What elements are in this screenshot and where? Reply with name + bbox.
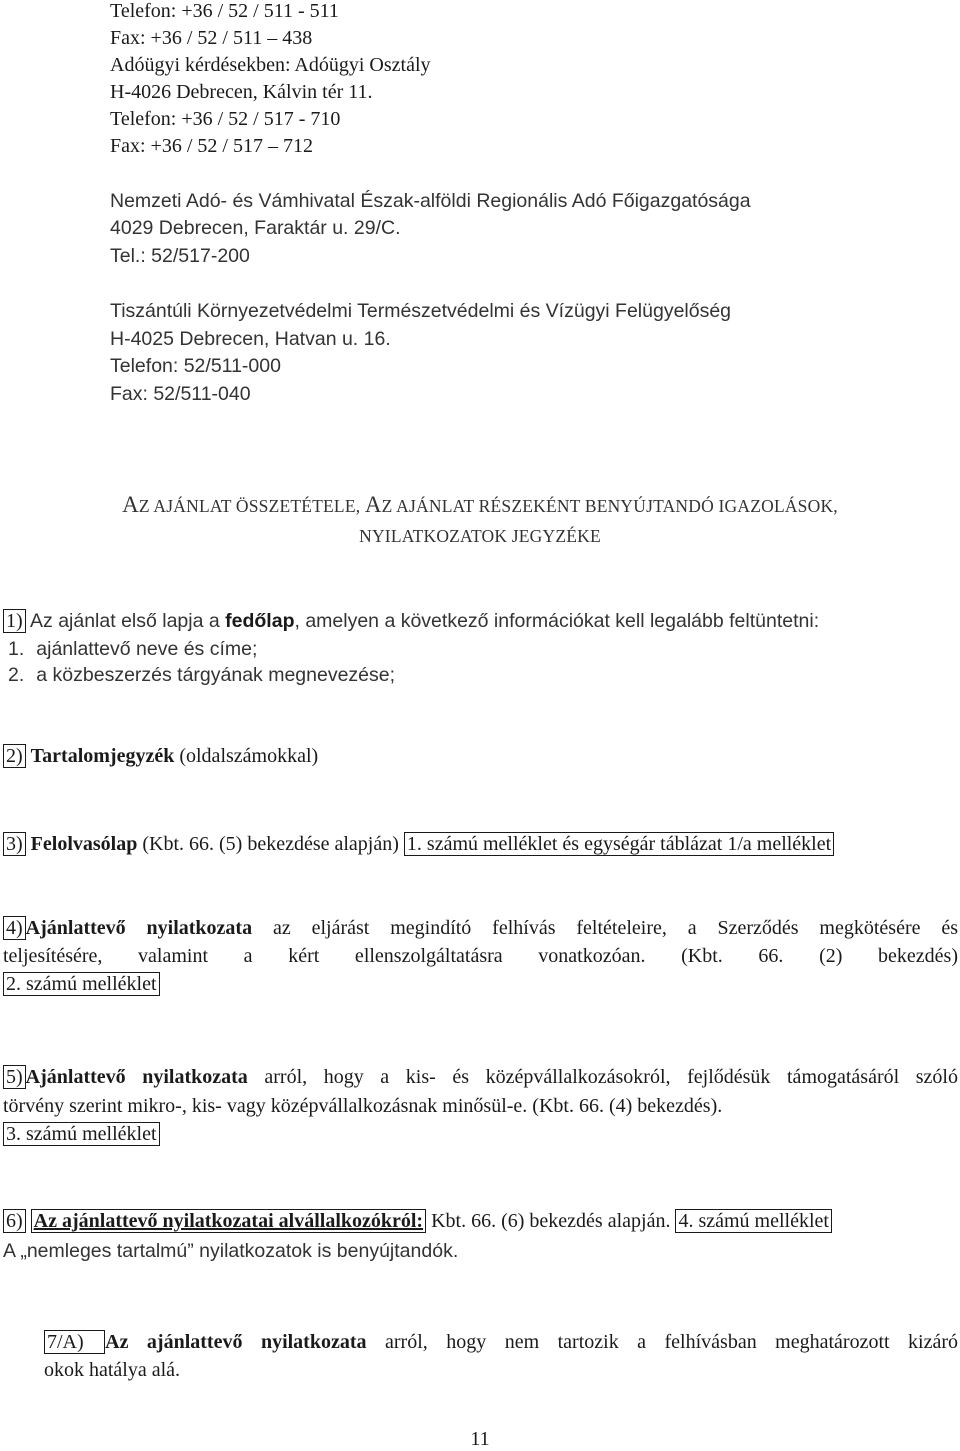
contact-line: Fax: +36 / 52 / 511 – 438 — [110, 27, 313, 49]
authority-phone: Telefon: 52/511-000 — [110, 355, 281, 377]
section-heading: AZ AJÁNLAT ÖSSZETÉTELE, AZ AJÁNLAT RÉSZEKÉNT BENYÚJTANDÓ IGAZOLÁSOK, — [122, 492, 838, 517]
nav-name: Nemzeti Adó- és Vámhivatal Észak-alföldi Regionális Adó Főigazgatósága — [110, 190, 751, 212]
item-number: 6) — [3, 1209, 26, 1233]
item-4-ref — [3, 971, 160, 998]
annex-ref: 2. számú melléklet — [3, 972, 160, 996]
contact-line: Fax: +36 / 52 / 517 – 712 — [110, 135, 313, 157]
item-7a-line2: okok hatálya alá. — [44, 1359, 181, 1381]
contact-line: H-4026 Debrecen, Kálvin tér 11. — [110, 81, 373, 103]
contact-line: Adóügyi kérdésekben: Adóügyi Osztály — [110, 54, 431, 76]
contact-line: Telefon: +36 / 52 / 511 - 511 — [110, 0, 339, 22]
item-number: 3) — [3, 832, 26, 856]
annex-ref: 4. számú melléklet — [675, 1209, 832, 1233]
item-1-sub-1: 1. ajánlattevő neve és címe; — [8, 638, 258, 660]
item-1: 1) Az ajánlat első lapja a fedőlap, amelyen a következő információkat kell legalább feltüntetni: — [3, 608, 819, 635]
item-2: 2) Tartalomjegyzék (oldalszámokkal) — [3, 743, 318, 770]
item-number: 7/A) — [44, 1330, 105, 1354]
item-5-line2: törvény szerint mikro-, kis- vagy középvállalkozásnak minősül-e. (Kbt. 66. (4) bekezdés). — [3, 1095, 723, 1117]
item-6: 6) Az ajánlattevő nyilatkozatai alvállalkozókról: Kbt. 66. (6) bekezdés alapján. 4. számú melléklet — [3, 1208, 832, 1235]
authority-name: Tiszántúli Környezetvédelmi Természetvédelmi és Vízügyi Felügyelőség — [110, 300, 732, 322]
authority-address: H-4025 Debrecen, Hatvan u. 16. — [110, 328, 391, 350]
item-4-line2: teljesítésére, valamint a kért ellenszolgáltatásra vonatkozóan. (Kbt. 66. (2) bekezdés) — [3, 945, 958, 967]
contact-line: Telefon: +36 / 52 / 517 - 710 — [110, 108, 341, 130]
item-1-sub-2: 2. a közbeszerzés tárgyának megnevezése; — [8, 664, 396, 686]
section-heading-line2: NYILATKOZATOK JEGYZÉKE — [359, 526, 601, 546]
item-number: 5) — [3, 1065, 26, 1089]
page-number: 11 — [470, 1428, 490, 1450]
authority-fax: Fax: 52/511-040 — [110, 383, 251, 405]
item-4-line1: 4) Ajánlattevő nyilatkozata az eljárást megindító felhívás feltételeire, a Szerződés megkötésére és — [3, 915, 958, 942]
item-6-note: A „nemleges tartalmú” nyilatkozatok is benyújtandók. — [3, 1240, 459, 1262]
annex-ref: 3. számú melléklet — [3, 1122, 160, 1146]
item-number: 1) — [3, 609, 26, 633]
annex-ref: 1. számú melléklet és egységár táblázat 1/a melléklet — [404, 832, 834, 856]
item-number: 2) — [3, 744, 26, 768]
item-5-ref — [3, 1121, 160, 1148]
item-5-line1: 5) Ajánlattevő nyilatkozata arról, hogy a kis- és középvállalkozásokról, fejlődésük támogatásáról szóló — [3, 1064, 958, 1091]
item-number: 4) — [3, 916, 26, 940]
nav-phone: Tel.: 52/517-200 — [110, 245, 250, 267]
nav-address: 4029 Debrecen, Faraktár u. 29/C. — [110, 217, 401, 239]
item-7a-line1: 7/A) Az ajánlattevő nyilatkozata arról, hogy nem tartozik a felhívásban meghatározott kizáró — [44, 1329, 958, 1356]
item-3: 3) Felolvasólap (Kbt. 66. (5) bekezdése alapján) 1. számú melléklet és egységár táblázat 1/a melléklet — [3, 831, 834, 858]
